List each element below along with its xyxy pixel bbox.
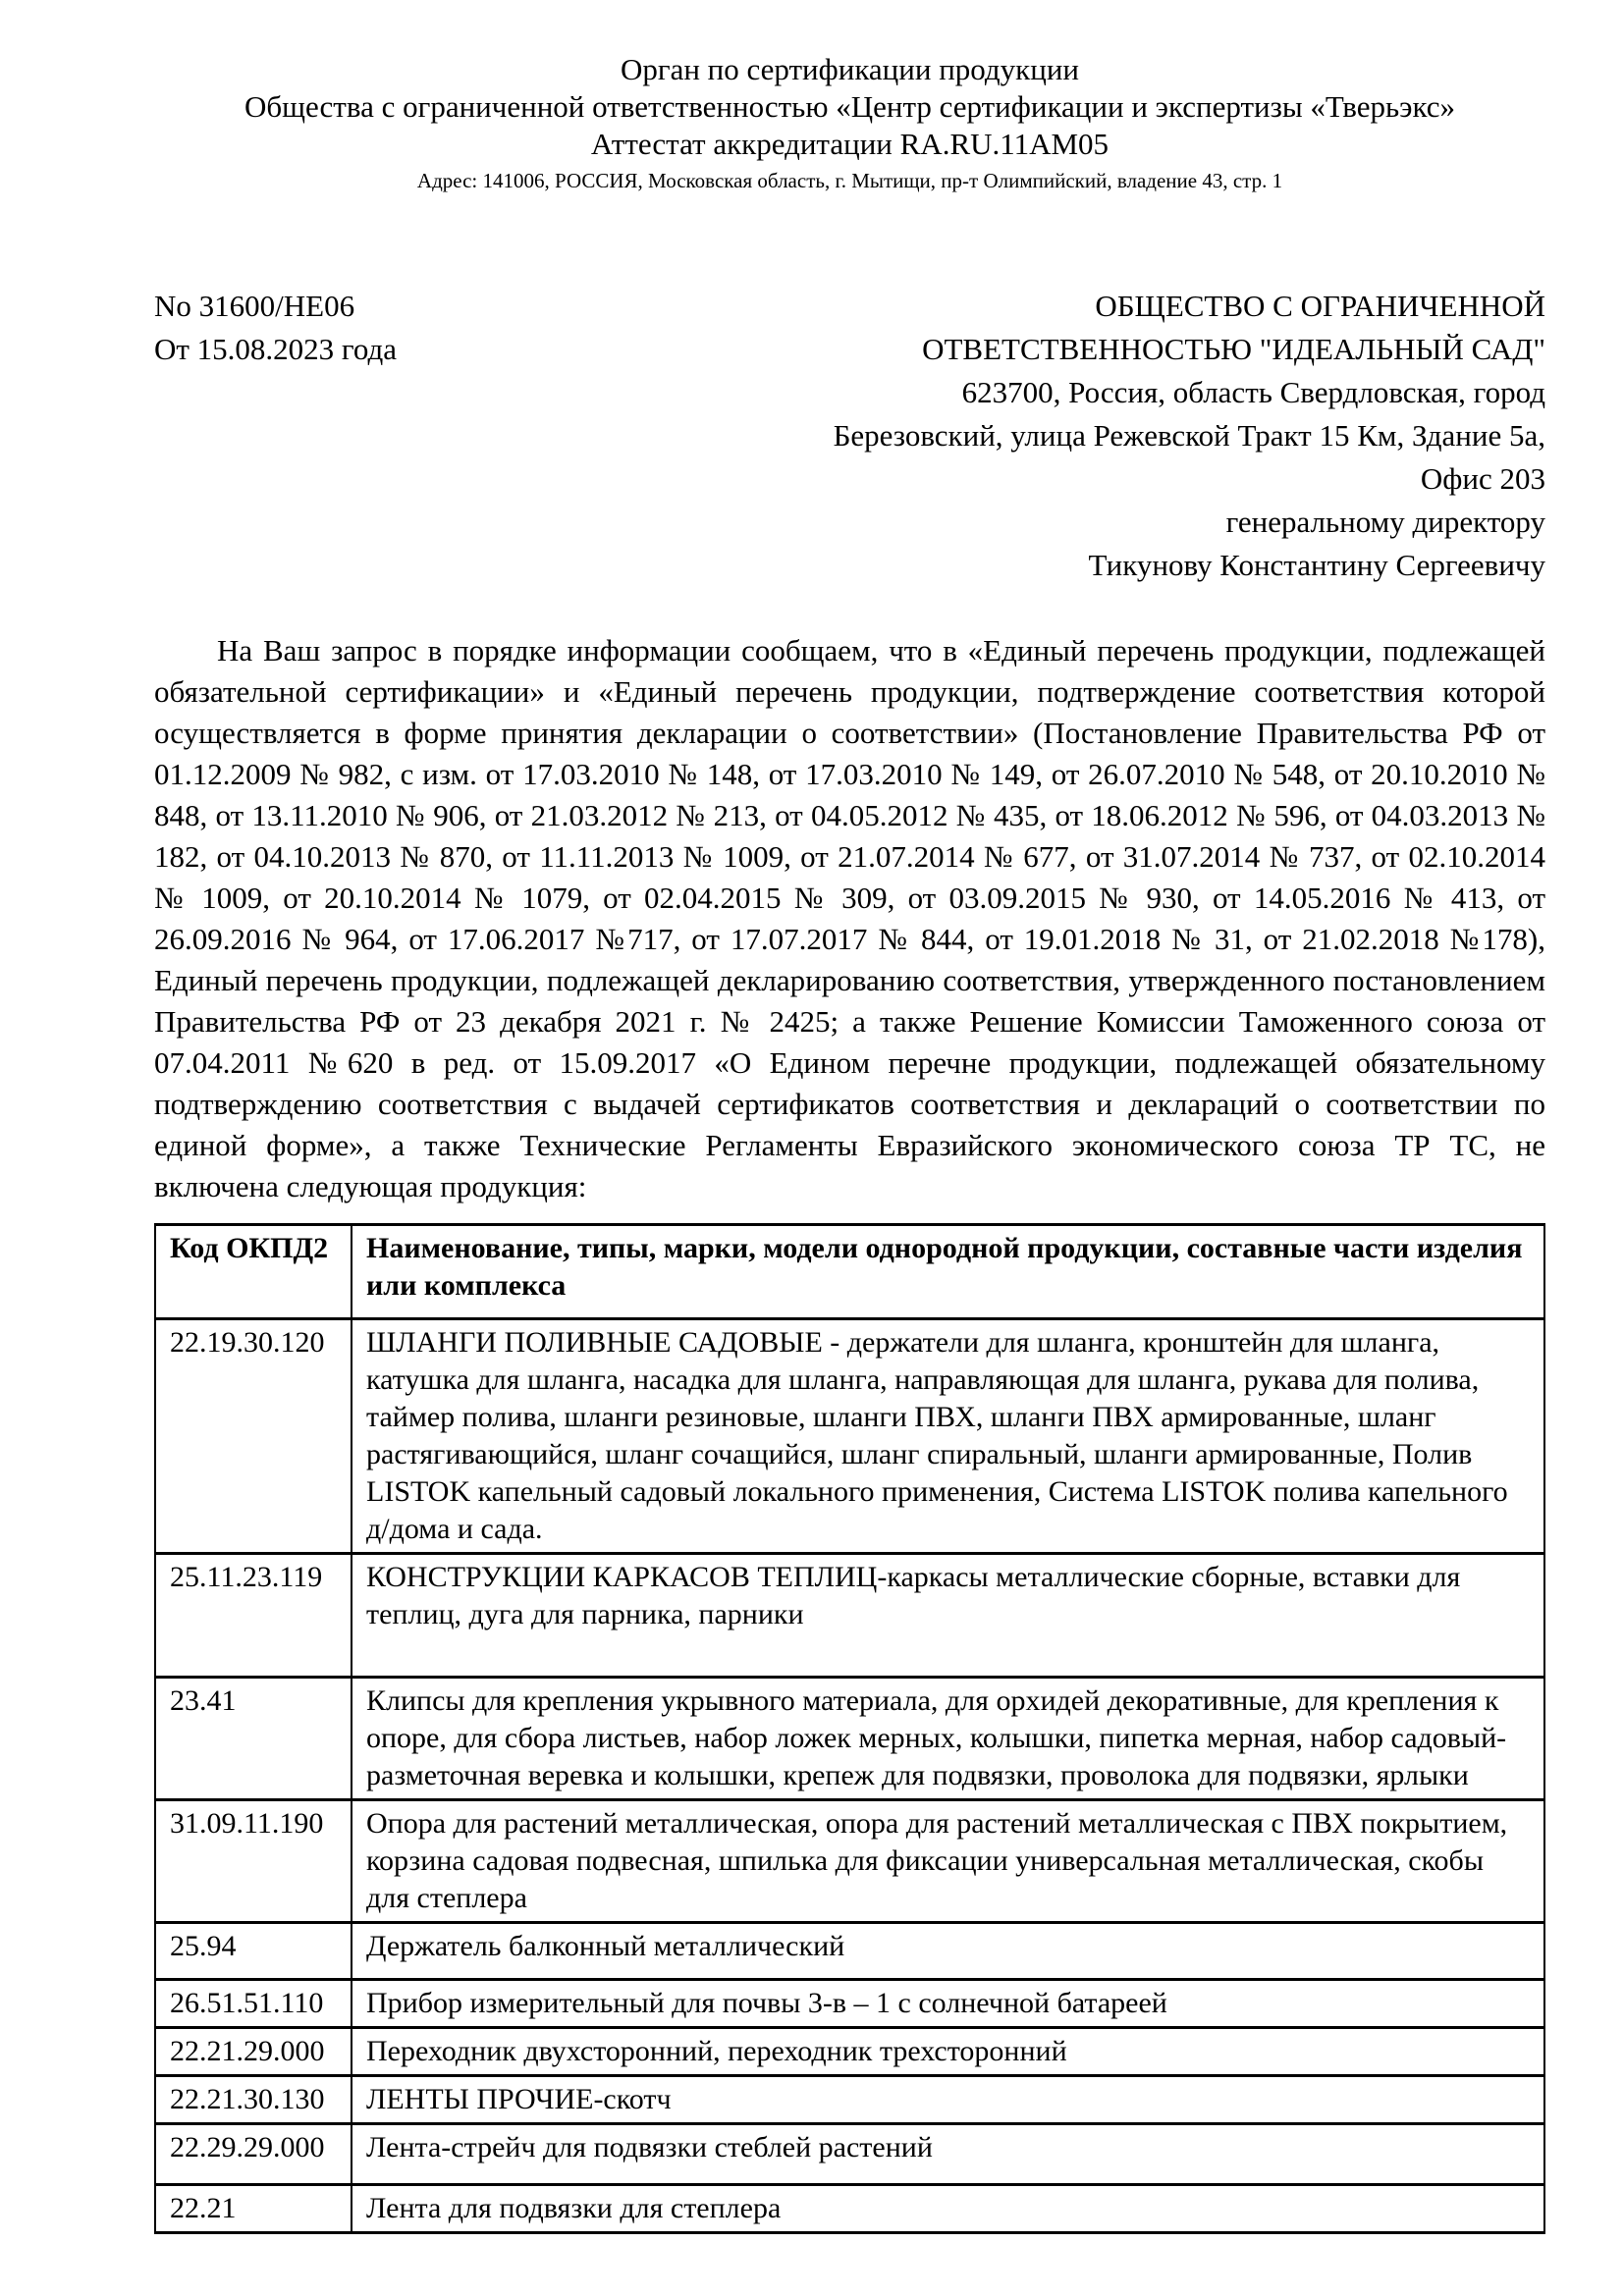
table-row <box>155 2124 1544 2185</box>
table-row <box>155 2185 1544 2233</box>
cell-code: 31.09.11.190 <box>155 1800 352 1923</box>
products-table <box>154 1223 1545 2234</box>
cell-name: Клипсы для крепления укрывного материала, для орхидей декоративные, для крепления к опоре, для сбора листьев, набор ложек мерных, колышки, пипетка мерная, набор садовый-разметочная веревка и колышки, крепеж для подвязки, проволока для подвязки, ярлыки <box>352 1678 1544 1800</box>
cell-name: ШЛАНГИ ПОЛИВНЫЕ САДОВЫЕ - держатели для шланга, кронштейн для шланга, катушка для шланга, насадка для шланга, направляющая для шланга, рукава для полива, таймер полива, шланги резиновые, шланги ПВХ, шланги ПВХ армированные, шланг растягивающийся, шланг сочащийся, шланг спиральный, шланги армированные, Полив LISTOK капельный садовый локального применения, Система LISTOK полива капельного д/дома и сада. <box>352 1319 1544 1554</box>
reference-and-recipient-row <box>154 285 1545 587</box>
recipient-line: ОБЩЕСТВО С ОГРАНИЧЕННОЙ <box>1095 289 1545 323</box>
letter-number: No 31600/НЕ06 <box>154 289 355 323</box>
letterhead <box>154 51 1545 194</box>
table-row <box>155 1678 1544 1800</box>
cell-name: Лента для подвязки для степлера <box>352 2185 1544 2233</box>
reference-block <box>154 285 397 371</box>
cell-code: 22.21 <box>155 2185 352 2233</box>
letterhead-line3: Аттестат аккредитации RA.RU.11АМ05 <box>590 127 1110 161</box>
cell-name: Переходник двухсторонний, переходник трехсторонний <box>352 2028 1544 2076</box>
table-row <box>155 2028 1544 2076</box>
cell-name: Опора для растений металлическая, опора для растений металлическая с ПВХ покрытием, корзина садовая подвесная, шпилька для фиксации универсальная металлическая, скобы для степлера <box>352 1800 1544 1923</box>
table-header-row <box>155 1225 1544 1319</box>
cell-code: 22.21.30.130 <box>155 2076 352 2124</box>
cell-code: 25.94 <box>155 1923 352 1980</box>
letterhead-line2: Общества с ограниченной ответственностью «Центр сертификации и экспертизы «Тверьэкс» <box>244 89 1456 124</box>
cell-name: Держатель балконный металлический <box>352 1923 1544 1980</box>
cell-code: 25.11.23.119 <box>155 1554 352 1678</box>
recipient-line: Березовский, улица Режевской Тракт 15 Км, Здание 5а, <box>833 418 1545 453</box>
recipient-line: Офис 203 <box>1420 461 1545 496</box>
cell-code: 22.19.30.120 <box>155 1319 352 1554</box>
cell-name: ЛЕНТЫ ПРОЧИЕ-скотч <box>352 2076 1544 2124</box>
column-header-name: Наименование, типы, марки, модели однородной продукции, составные части изделия или комплекса <box>352 1225 1544 1319</box>
table-row <box>155 1319 1544 1554</box>
recipient-block <box>397 285 1545 587</box>
cell-code: 23.41 <box>155 1678 352 1800</box>
cell-name: КОНСТРУКЦИИ КАРКАСОВ ТЕПЛИЦ-каркасы металлические сборные, вставки для теплиц, дуга для парника, парники <box>352 1554 1544 1678</box>
letterhead-line1: Орган по сертификации продукции <box>620 52 1079 86</box>
cell-code: 26.51.51.110 <box>155 1980 352 2028</box>
table-row <box>155 1800 1544 1923</box>
recipient-line: ОТВЕТСТВЕННОСТЬЮ "ИДЕАЛЬНЫЙ САД" <box>922 332 1545 366</box>
table-row <box>155 1923 1544 1980</box>
letterhead-address: Адрес: 141006, РОССИЯ, Московская область, г. Мытищи, пр-т Олимпийский, владение 43, стр. 1 <box>416 169 1283 192</box>
cell-code: 22.29.29.000 <box>155 2124 352 2185</box>
recipient-line: Тикунову Константину Сергеевичу <box>1088 548 1545 582</box>
table-row <box>155 1554 1544 1678</box>
column-header-code: Код ОКПД2 <box>155 1225 352 1319</box>
table-row <box>155 1980 1544 2028</box>
cell-code: 22.21.29.000 <box>155 2028 352 2076</box>
cell-name: Лента-стрейч для подвязки стеблей растений <box>352 2124 1544 2185</box>
recipient-line: генеральному директору <box>1225 505 1545 539</box>
table-row <box>155 2076 1544 2124</box>
recipient-line: 623700, Россия, область Свердловская, город <box>961 375 1545 409</box>
cell-name: Прибор измерительный для почвы 3-в – 1 с солнечной батареей <box>352 1980 1544 2028</box>
body-paragraph: На Ваш запрос в порядке информации сообщаем, что в «Единый перечень продукции, подлежащей обязательной сертификации» и «Единый перечень продукции, подтверждение соответствия которой осуществляется в форме принятия декларации о соответствии» (Постановление Правительства РФ от 01.12.2009 № 982, с изм. от 17.03.2010 № 148, от 17.03.2010 № 149, от 26.07.2010 № 548, от 20.10.2010 № 848, от 13.11.2010 № 906, от 21.03.2012 № 213, от 04.05.2012 № 435, от 18.06.2012 № 596, от 04.03.2013 № 182, от 04.10.2013 № 870, от 11.11.2013 № 1009, от 21.07.2014 № 677, от 31.07.2014 № 737, от 02.10.2014 № 1009, от 20.10.2014 № 1079, от 02.04.2015 № 309, от 03.09.2015 № 930, от 14.05.2016 № 413, от 26.09.2016 № 964, от 17.06.2017 №717, от 17.07.2017 № 844, от 19.01.2018 № 31, от 21.02.2018 №178), Единый перечень продукции, подлежащей декларированию соответствия, утвержденного постановлением Правительства РФ от 23 декабря 2021 г. № 2425; а также Решение Комиссии Таможенного союза от 07.04.2011 №620 в ред. от 15.09.2017 «О Едином перечне продукции, подлежащей обязательному подтверждению соответствия с выдачей сертификатов соответствия и деклараций о соответствии по единой форме», а также Технические Регламенты Евразийского экономического союза ТР ТС, не включена следующая продукция: <box>154 633 1545 1203</box>
letter-date: От 15.08.2023 года <box>154 332 398 366</box>
